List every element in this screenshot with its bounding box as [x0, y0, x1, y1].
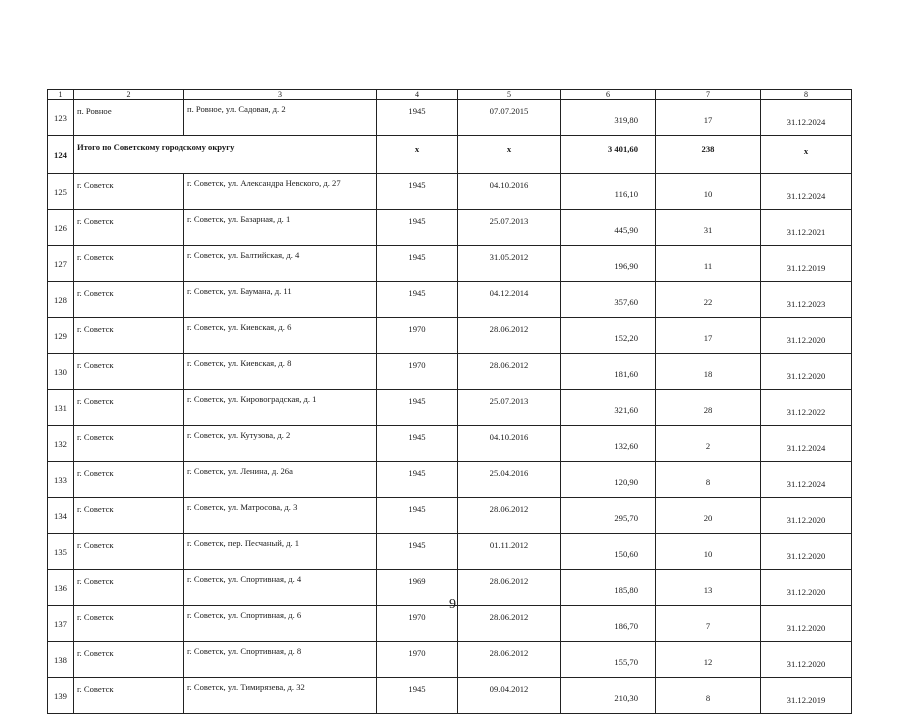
area: 196,90: [561, 246, 656, 282]
settlement: г. Советск: [74, 282, 184, 318]
row-number: 124: [48, 136, 74, 174]
build-year: 1945: [377, 498, 458, 534]
total-label: Итого по Советскому городскому округу: [74, 136, 377, 174]
resident-count: 20: [656, 498, 761, 534]
address: г. Советск, ул. Спортивная, д. 8: [184, 642, 377, 678]
table-row: [48, 390, 852, 426]
address: п. Ровное, ул. Садовая, д. 2: [184, 100, 377, 136]
area: 186,70: [561, 606, 656, 642]
inclusion-date: 04.10.2016: [458, 174, 561, 210]
total-col5: х: [458, 136, 561, 174]
row-number: 128: [48, 282, 74, 318]
settlement: г. Советск: [74, 318, 184, 354]
area: 321,60: [561, 390, 656, 426]
row-number: 131: [48, 390, 74, 426]
inclusion-date: 28.06.2012: [458, 570, 561, 606]
resident-count: 8: [656, 678, 761, 714]
column-number: 2: [74, 90, 184, 100]
settlement: г. Советск: [74, 426, 184, 462]
column-number: 7: [656, 90, 761, 100]
total-row: [48, 136, 852, 174]
table-row: [48, 642, 852, 678]
address: г. Советск, ул. Ленина, д. 26а: [184, 462, 377, 498]
due-date: 31.12.2023: [761, 282, 852, 318]
settlement: п. Ровное: [74, 100, 184, 136]
address: г. Советск, ул. Баумана, д. 11: [184, 282, 377, 318]
area: 295,70: [561, 498, 656, 534]
build-year: 1945: [377, 534, 458, 570]
row-number: 137: [48, 606, 74, 642]
row-number: 125: [48, 174, 74, 210]
row-number: 123: [48, 100, 74, 136]
build-year: 1945: [377, 282, 458, 318]
table-row: [48, 100, 852, 136]
address: г. Советск, ул. Киевская, д. 8: [184, 354, 377, 390]
inclusion-date: 04.10.2016: [458, 426, 561, 462]
resident-count: 10: [656, 174, 761, 210]
resident-count: 28: [656, 390, 761, 426]
page-number: 9: [449, 597, 456, 612]
build-year: 1945: [377, 426, 458, 462]
due-date: 31.12.2024: [761, 100, 852, 136]
address: г. Советск, ул. Киевская, д. 6: [184, 318, 377, 354]
row-number: 130: [48, 354, 74, 390]
column-number: 8: [761, 90, 852, 100]
table-row: [48, 354, 852, 390]
row-number: 136: [48, 570, 74, 606]
area: 150,60: [561, 534, 656, 570]
column-number: 5: [458, 90, 561, 100]
address: г. Советск, ул. Спортивная, д. 6: [184, 606, 377, 642]
settlement: г. Советск: [74, 390, 184, 426]
settlement: г. Советск: [74, 174, 184, 210]
total-area: 3 401,60: [561, 136, 656, 174]
settlement: г. Советск: [74, 534, 184, 570]
settlement: г. Советск: [74, 570, 184, 606]
build-year: 1970: [377, 354, 458, 390]
build-year: 1945: [377, 390, 458, 426]
area: 445,90: [561, 210, 656, 246]
inclusion-date: 31.05.2012: [458, 246, 561, 282]
settlement: г. Советск: [74, 498, 184, 534]
row-number: 139: [48, 678, 74, 714]
row-number: 127: [48, 246, 74, 282]
settlement: г. Советск: [74, 246, 184, 282]
settlement: г. Советск: [74, 678, 184, 714]
build-year: 1970: [377, 642, 458, 678]
due-date: 31.12.2020: [761, 318, 852, 354]
due-date: 31.12.2019: [761, 246, 852, 282]
due-date: 31.12.2019: [761, 678, 852, 714]
inclusion-date: 28.06.2012: [458, 318, 561, 354]
address: г. Советск, ул. Спортивная, д. 4: [184, 570, 377, 606]
inclusion-date: 07.07.2015: [458, 100, 561, 136]
settlement: г. Советск: [74, 462, 184, 498]
due-date: 31.12.2024: [761, 462, 852, 498]
column-number: 3: [184, 90, 377, 100]
resident-count: 18: [656, 354, 761, 390]
resident-count: 22: [656, 282, 761, 318]
column-number: 6: [561, 90, 656, 100]
row-number: 129: [48, 318, 74, 354]
table-row: [48, 426, 852, 462]
address: г. Советск, ул. Балтийская, д. 4: [184, 246, 377, 282]
total-count: 238: [656, 136, 761, 174]
area: 132,60: [561, 426, 656, 462]
address: г. Советск, ул. Кировоградская, д. 1: [184, 390, 377, 426]
register-table: [47, 89, 852, 714]
inclusion-date: 28.06.2012: [458, 606, 561, 642]
resident-count: 11: [656, 246, 761, 282]
inclusion-date: 28.06.2012: [458, 498, 561, 534]
settlement: г. Советск: [74, 642, 184, 678]
due-date: 31.12.2022: [761, 390, 852, 426]
area: 120,90: [561, 462, 656, 498]
area: 116,10: [561, 174, 656, 210]
table-row: [48, 318, 852, 354]
due-date: 31.12.2021: [761, 210, 852, 246]
table-row: [48, 534, 852, 570]
address: г. Советск, ул. Базарная, д. 1: [184, 210, 377, 246]
build-year: 1945: [377, 210, 458, 246]
due-date: 31.12.2020: [761, 570, 852, 606]
build-year: 1969: [377, 570, 458, 606]
inclusion-date: 09.04.2012: [458, 678, 561, 714]
area: 185,80: [561, 570, 656, 606]
area: 210,30: [561, 678, 656, 714]
due-date: 31.12.2020: [761, 498, 852, 534]
resident-count: 10: [656, 534, 761, 570]
build-year: 1945: [377, 678, 458, 714]
build-year: 1945: [377, 462, 458, 498]
column-number-row: [48, 90, 852, 100]
table-row: [48, 210, 852, 246]
resident-count: 12: [656, 642, 761, 678]
inclusion-date: 25.04.2016: [458, 462, 561, 498]
table-row: [48, 462, 852, 498]
address: г. Советск, ул. Тимирязева, д. 32: [184, 678, 377, 714]
area: 155,70: [561, 642, 656, 678]
row-number: 126: [48, 210, 74, 246]
build-year: 1945: [377, 246, 458, 282]
due-date: 31.12.2020: [761, 534, 852, 570]
table-row: [48, 246, 852, 282]
due-date: 31.12.2024: [761, 174, 852, 210]
row-number: 135: [48, 534, 74, 570]
address: г. Советск, пер. Песчаный, д. 1: [184, 534, 377, 570]
inclusion-date: 04.12.2014: [458, 282, 561, 318]
settlement: г. Советск: [74, 354, 184, 390]
build-year: 1945: [377, 100, 458, 136]
row-number: 138: [48, 642, 74, 678]
resident-count: 17: [656, 100, 761, 136]
table-row: [48, 174, 852, 210]
due-date: 31.12.2020: [761, 606, 852, 642]
area: 357,60: [561, 282, 656, 318]
area: 319,80: [561, 100, 656, 136]
area: 181,60: [561, 354, 656, 390]
total-col4: х: [377, 136, 458, 174]
due-date: 31.12.2020: [761, 642, 852, 678]
settlement: г. Советск: [74, 210, 184, 246]
total-col8: х: [761, 136, 852, 174]
row-number: 132: [48, 426, 74, 462]
build-year: 1970: [377, 318, 458, 354]
address: г. Советск, ул. Кутузова, д. 2: [184, 426, 377, 462]
row-number: 133: [48, 462, 74, 498]
row-number: 134: [48, 498, 74, 534]
inclusion-date: 25.07.2013: [458, 210, 561, 246]
inclusion-date: 28.06.2012: [458, 354, 561, 390]
table-row: [48, 282, 852, 318]
resident-count: 17: [656, 318, 761, 354]
resident-count: 7: [656, 606, 761, 642]
due-date: 31.12.2024: [761, 426, 852, 462]
table-row: [48, 678, 852, 714]
inclusion-date: 25.07.2013: [458, 390, 561, 426]
resident-count: 2: [656, 426, 761, 462]
due-date: 31.12.2020: [761, 354, 852, 390]
resident-count: 8: [656, 462, 761, 498]
column-number: 1: [48, 90, 74, 100]
column-number: 4: [377, 90, 458, 100]
table-row: [48, 498, 852, 534]
inclusion-date: 28.06.2012: [458, 642, 561, 678]
resident-count: 13: [656, 570, 761, 606]
build-year: 1945: [377, 174, 458, 210]
settlement: г. Советск: [74, 606, 184, 642]
inclusion-date: 01.11.2012: [458, 534, 561, 570]
area: 152,20: [561, 318, 656, 354]
address: г. Советск, ул. Матросова, д. 3: [184, 498, 377, 534]
address: г. Советск, ул. Александра Невского, д. 27: [184, 174, 377, 210]
build-year: 1970: [377, 606, 458, 642]
resident-count: 31: [656, 210, 761, 246]
